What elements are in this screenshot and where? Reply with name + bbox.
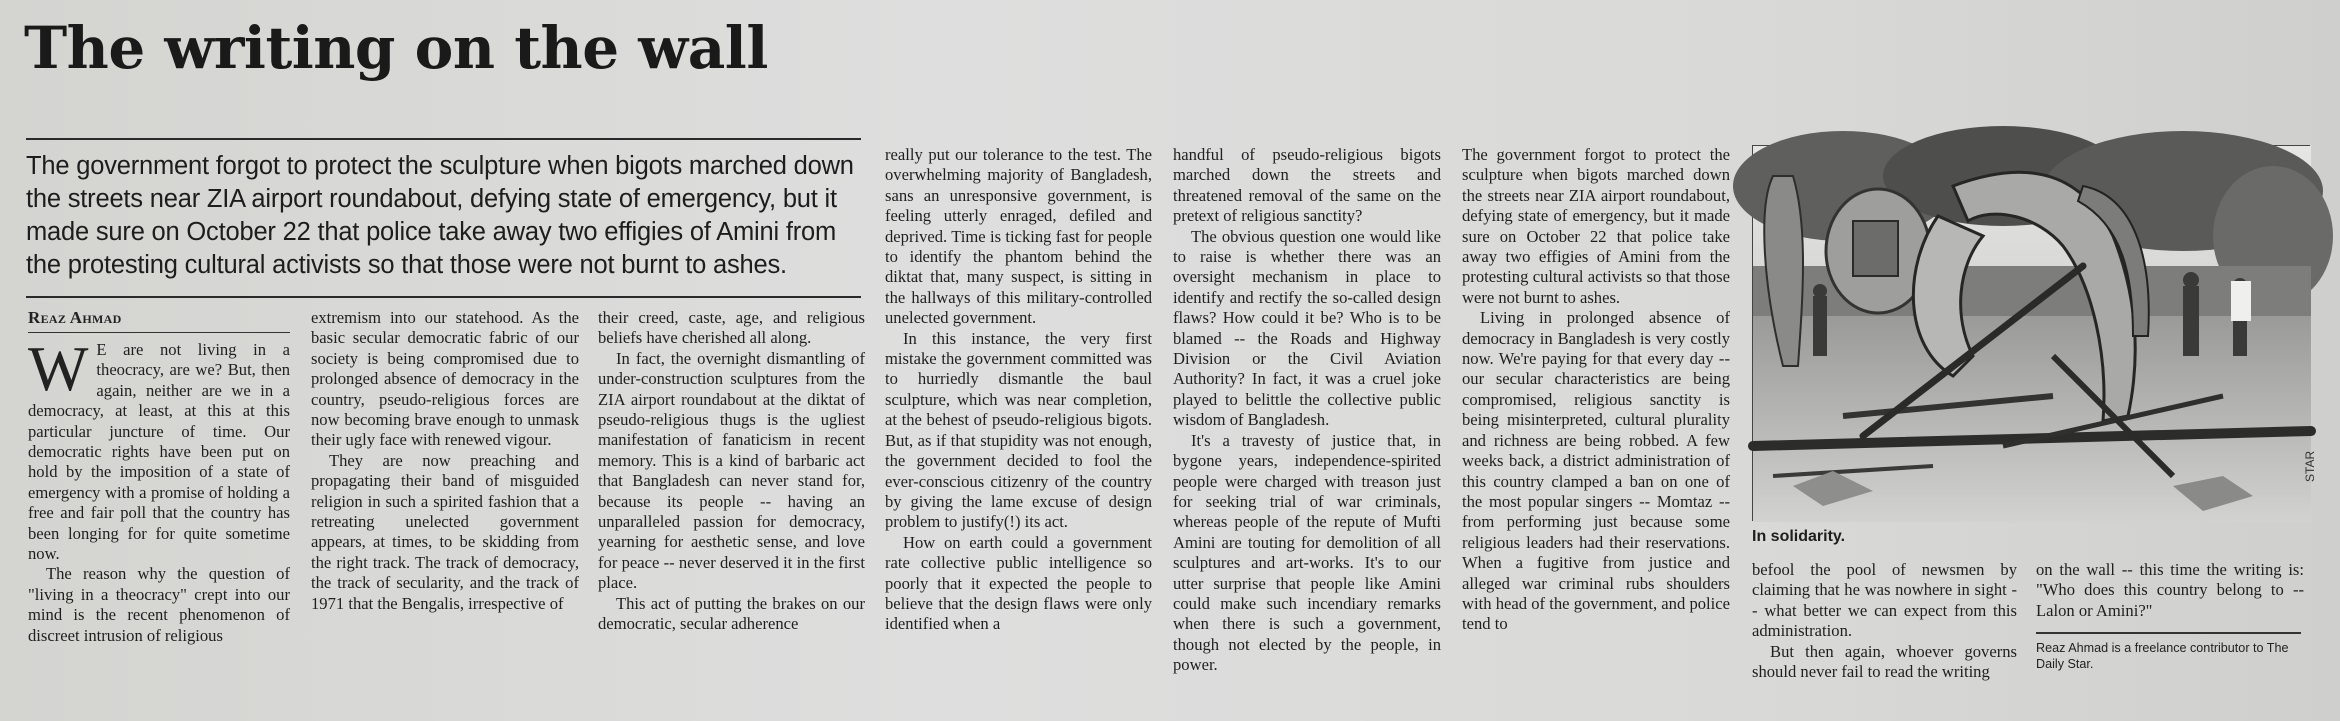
paragraph: handful of pseudo-religious bigots marched down the streets and threatened removal of the same on the pretext of religious sanctity? — [1173, 145, 1441, 226]
paragraph: In fact, the overnight dismantling of under-construction sculptures from the ZIA airport roundabout at the diktat of pseudo-religious thugs is the ugliest manifestation of fanaticism in recent memory. This is a kind of barbaric act that Bangladesh can never stand for, because its people -- having an unparalleled passion for democracy, yearning for aesthetic sense, and love for peace -- never deserved it in the first place. — [598, 348, 865, 593]
paragraph: They are now preaching and propagating their band of misguided religion in such a spirited fashion that a retreating unelected government appears, at times, to be skidding from the right track. The track of democracy, the track of secularity, and the track of 1971 that the Bengalis, irrespective of — [311, 450, 579, 613]
sculpture-photo-image — [1753, 146, 2311, 522]
paragraph: on the wall -- this time the writing is: "Who does this country belong to -- Lalon or Amini?" — [2036, 560, 2304, 620]
article-column-2 — [311, 308, 579, 670]
paragraph: befool the pool of newsmen by claiming that he was nowhere in sight -- what better we can expect from this administration. — [1752, 560, 2017, 641]
deck-summary: The government forgot to protect the sculpture when bigots marched down the streets near ZIA airport roundabout, defying state of emergency, but it made sure on October 22 that police take away two effigies of Amini from the protesting cultural activists so that those were not burnt to ashes. — [26, 152, 854, 279]
paragraph: The obvious question one would like to raise is whether there was an oversight mechanism in place to identify and rectify the so-called design flaws? How could it be? Who is to be blamed -- the Roads and Highway Division or the Civil Aviation Authority? In fact, it was a cruel joke played to belittle the collective public wisdom of Bangladesh. — [1173, 226, 1441, 430]
paragraph: really put our tolerance to the test. The overwhelming majority of Bangladesh, sans an unresponsive government, is feeling utterly enraged, defiled and deprived. Time is ticking fast for people to identify the phantom behind the diktat that, many suspect, is sitting in the hallways of this military-controlled unelected government. — [885, 145, 1152, 328]
headline-rule — [26, 138, 861, 140]
photo-caption: In solidarity. — [1752, 528, 1846, 545]
article-column-1 — [28, 333, 290, 670]
paragraph: This act of putting the brakes on our democratic, secular adherence — [598, 593, 865, 634]
headline: The writing on the wall — [24, 14, 768, 82]
article-column-6 — [1462, 145, 1730, 670]
paragraph: The government forgot to protect the sculpture when bigots marched down the streets near ZIA airport roundabout, defying state of emergency, but it made sure on October 22 that police take away two effigies of Amini from the protesting cultural activists so that those were not burnt to ashes. — [1462, 145, 1730, 307]
paragraph: E are not living in a theocracy, are we? But, then again, neither are we in a democracy, at least, at this at this particular juncture of time. Our democratic rights have been put on hold by the imposition of a state of emergency with a promise of holding a free and fair poll that the country has been longing for for quite sometime now. — [28, 340, 290, 564]
paragraph: their creed, caste, age, and religious beliefs have cherished all along. — [598, 308, 865, 348]
bio-rule — [2036, 632, 2301, 634]
article-column-4 — [885, 145, 1152, 670]
byline: Reaz Ahmad — [28, 308, 290, 333]
article-column-3 — [598, 308, 865, 670]
article-column-8 — [2036, 560, 2304, 626]
paragraph: extremism into our statehood. As the basic secular democratic fabric of our society is being compromised due to prolonged absence of democracy in the country, pseudo-religious forces are now becoming brave enough to unmask their ugly face with renewed vigour. — [311, 308, 579, 450]
author-bio: Reaz Ahmad is a freelance contributor to The Daily Star. — [2036, 641, 2289, 671]
article-column-5 — [1173, 145, 1441, 675]
article-column-7 — [1752, 560, 2017, 682]
paragraph: It's a travesty of justice that, in bygone years, independence-spirited people were charged with treason just for seeking trial of war criminals, whereas people of the repute of Mufti Amini are touting for demolition of all sculptures and art-works. It's to our utter surprise that people like Amini could make such incendiary remarks when there is such a government, though not elected by the people, in power. — [1173, 430, 1441, 675]
paragraph: How on earth could a government rate collective public intelligence so poorly that it expected the people to believe that the design flaws were only identified when a — [885, 532, 1152, 634]
article-photo — [1752, 145, 2310, 521]
paragraph: The reason why the question of "living in a theocracy" crept into our mind is the recent phenomenon of discreet intrusion of religious — [28, 564, 290, 645]
photo-credit: STAR — [2303, 450, 2317, 482]
drop-cap: W — [28, 333, 89, 404]
deck-rule — [26, 296, 861, 298]
paragraph: In this instance, the very first mistake the government committed was to hurriedly dismantle the baul sculpture, which was near completion, at the behest of pseudo-religious bigots. But, as if that stupidity was not enough, the government decided to fool the ever-conscious citizenry of the country by giving the lame excuse of design problem to justify(!) its act. — [885, 328, 1152, 532]
paragraph: Living in prolonged absence of democracy in Bangladesh is very costly now. We're paying for that every day -- our secular characteristics are being compromised, religious sanctity is being misinterpreted, cultural plurality and richness are being robbed. A few weeks back, a district administration of this country clamped a ban on one of the most popular singers -- Momtaz -- from performing just because some religious leaders had their reservations. When a fugitive from justice and alleged war criminal rubs shoulders with head of the government, and police tend to — [1462, 308, 1730, 634]
paragraph: But then again, whoever governs should never fail to read the writing — [1752, 641, 2017, 682]
